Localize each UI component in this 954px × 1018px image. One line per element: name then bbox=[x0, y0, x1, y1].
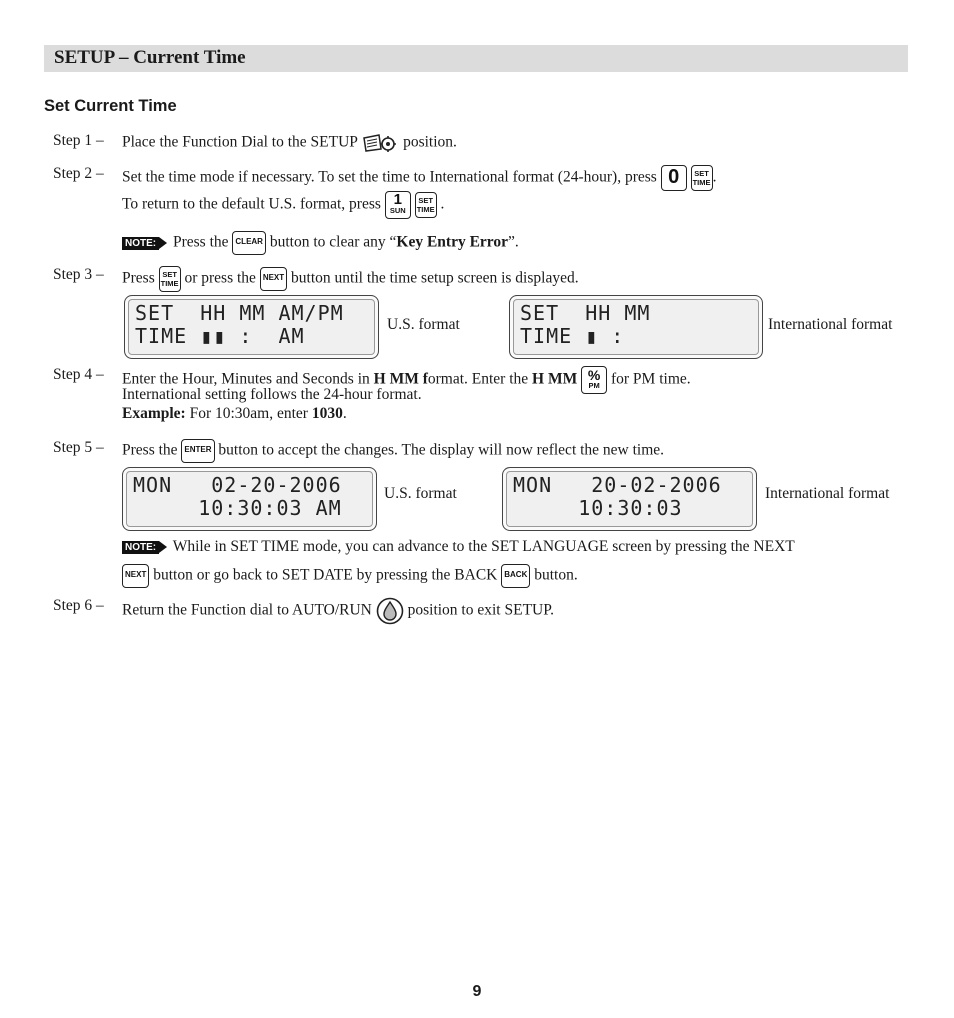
one-text: 1 bbox=[393, 191, 402, 208]
enter-key-icon: ENTER bbox=[181, 439, 214, 463]
time-text: TIME bbox=[692, 178, 711, 187]
us-format-caption: U.S. format bbox=[387, 316, 460, 333]
note-badge: NOTE: bbox=[122, 541, 159, 554]
step-2-line-2-text: To return to the default U.S. format, press bbox=[122, 195, 381, 213]
note-2-line-2 bbox=[122, 564, 578, 588]
note-1-text-b: button to clear any “ bbox=[269, 233, 397, 251]
set-text: SET bbox=[418, 196, 433, 205]
step-4-line-2: International setting follows the 24-hour format. bbox=[122, 386, 422, 403]
page-number: 9 bbox=[472, 983, 482, 1000]
zero-key-icon: 0 bbox=[661, 165, 687, 191]
step-4-line-3 bbox=[122, 405, 347, 423]
lcd-line: MON 20-02-2006 bbox=[513, 473, 722, 497]
setup-dial-icon bbox=[361, 132, 399, 154]
lcd-line: 10:30:03 AM bbox=[133, 496, 342, 520]
time-text: TIME bbox=[416, 205, 435, 214]
step-6-text bbox=[122, 597, 554, 625]
step-3-text-c: button until the time setup screen is displayed. bbox=[291, 269, 579, 287]
pm-text: PM bbox=[588, 381, 600, 390]
lcd-line: SET HH MM bbox=[520, 301, 651, 325]
subheading: Set Current Time bbox=[44, 97, 177, 115]
step-4-bold-a: H MM f bbox=[373, 370, 428, 388]
lcd-line: TIME ▮ : bbox=[520, 324, 625, 348]
set-text: SET bbox=[694, 169, 709, 178]
set-time-key-icon bbox=[159, 266, 181, 292]
step-2-line-1-text: Set the time mode if necessary. To set the time to International format (24-hour), press bbox=[122, 168, 657, 186]
us-format-caption: U.S. format bbox=[384, 485, 457, 502]
percent-pm-key-icon bbox=[581, 366, 607, 394]
percent-text: % bbox=[587, 367, 601, 383]
lcd-intl-result bbox=[502, 467, 757, 531]
intl-format-caption: International format bbox=[765, 485, 890, 502]
step-4-line-3-text: For 10:30am, enter bbox=[189, 405, 308, 422]
step-6-label: Step 6 – bbox=[53, 597, 104, 614]
step-4-text-a: Enter the Hour, Minutes and Seconds in bbox=[122, 370, 370, 388]
step-1-text-b: position. bbox=[403, 133, 457, 151]
step-4-label: Step 4 – bbox=[53, 366, 104, 383]
step-4-bold-b: H MM bbox=[532, 370, 578, 388]
step-4-text-c: ormat. Enter the bbox=[427, 370, 529, 388]
step-6-text-a: Return the Function dial to AUTO/RUN bbox=[122, 601, 372, 619]
step-1-label: Step 1 – bbox=[53, 132, 104, 149]
step-3-text-a: Press bbox=[122, 269, 155, 287]
lcd-line: 10:30:03 bbox=[513, 496, 683, 520]
step-5-text-b: button to accept the changes. The display will now reflect the new time. bbox=[218, 441, 665, 459]
step-1-text bbox=[122, 132, 457, 154]
lcd-line: SET HH MM AM/PM bbox=[135, 301, 344, 325]
step-5-text-a: Press the bbox=[122, 441, 178, 459]
step-3-label: Step 3 – bbox=[53, 266, 104, 283]
lcd-us-result bbox=[122, 467, 377, 531]
next-key-icon: NEXT bbox=[260, 267, 287, 291]
period: . bbox=[342, 405, 347, 422]
step-5-label: Step 5 – bbox=[53, 439, 104, 456]
section-title: SETUP – Current Time bbox=[54, 47, 246, 68]
step-2-line-2: To return to the default U.S. format, press 1 SUN SET TIME . bbox=[122, 191, 444, 219]
note-1-bold: Key Entry Error bbox=[396, 233, 509, 251]
step-3-text-b: or press the bbox=[184, 269, 256, 287]
step-5-text bbox=[122, 439, 664, 463]
step-4-text-e: for PM time. bbox=[610, 370, 691, 388]
clear-key-icon: CLEAR bbox=[232, 231, 266, 255]
note-1-text-c: ”. bbox=[508, 233, 519, 251]
step-6-text-b: position to exit SETUP. bbox=[407, 601, 555, 619]
time-text: TIME bbox=[160, 279, 179, 288]
step-2-line-1: Set the time mode if necessary. To set the time to International format (24-hour), press 0 SET TIME . bbox=[122, 165, 716, 191]
step-2-label: Step 2 – bbox=[53, 165, 104, 182]
example-label: Example: bbox=[122, 405, 186, 422]
note-1 bbox=[122, 231, 519, 255]
note-2-text-c: button. bbox=[534, 566, 578, 584]
next-key-icon: NEXT bbox=[122, 564, 149, 588]
lcd-line: TIME ▮▮ : AM bbox=[135, 324, 305, 348]
set-time-key-icon bbox=[415, 192, 437, 218]
back-key-icon: BACK bbox=[501, 564, 530, 588]
lcd-intl-setup bbox=[509, 295, 763, 359]
step-1-text-a: Place the Function Dial to the SETUP bbox=[122, 133, 358, 151]
set-text: SET bbox=[162, 270, 177, 279]
note-1-text-a: Press the bbox=[172, 233, 229, 251]
note-2-text-a: While in SET TIME mode, you can advance to the SET LANGUAGE screen by pressing the NEXT bbox=[172, 538, 795, 555]
sun-text: SUN bbox=[389, 206, 406, 215]
one-sun-key-icon bbox=[385, 191, 411, 219]
intl-format-caption: International format bbox=[768, 316, 893, 333]
lcd-us-setup bbox=[124, 295, 379, 359]
lcd-line: MON 02-20-2006 bbox=[133, 473, 342, 497]
auto-run-drop-icon bbox=[376, 597, 404, 625]
note-2-text-b: button or go back to SET DATE by pressing the BACK bbox=[153, 566, 498, 584]
note-2-line-1 bbox=[122, 538, 795, 556]
step-3-text bbox=[122, 266, 579, 292]
section-title-bar bbox=[44, 45, 908, 72]
note-badge: NOTE: bbox=[122, 237, 159, 250]
set-time-key-icon bbox=[691, 165, 713, 191]
example-value: 1030 bbox=[311, 405, 343, 422]
